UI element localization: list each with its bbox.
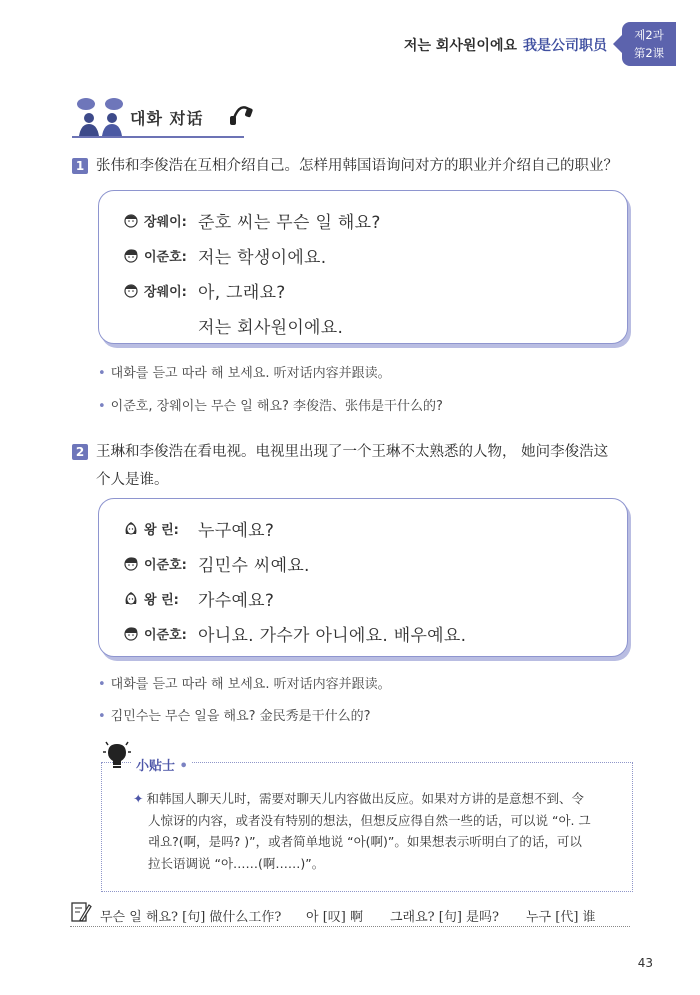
dialog-line <box>123 515 466 541</box>
dialog-line <box>123 277 381 303</box>
utterance: 가수예요? <box>198 590 275 611</box>
dialog-line <box>123 550 466 576</box>
speaker-name: 이준호: <box>144 249 187 265</box>
bullet-text: 대화를 듣고 따라 해 보세요. 听对话内容并跟读。 <box>110 677 391 692</box>
speaker-name: 장웨이: <box>144 214 187 230</box>
utterance: 준호 씨는 무슨 일 해요? <box>198 212 381 233</box>
utterance: 누구예요? <box>198 520 275 541</box>
lesson-title-zh: 我是公司职员 <box>523 38 607 54</box>
question-number-2: 2 <box>72 444 88 460</box>
tip-line: 人惊讶的内容，或者没有特别的想法，但想反应得自然一些的话，可以说 “아. 그 <box>148 812 591 828</box>
instruction-bullet: • 대화를 듣고 따라 해 보세요. 听对话内容并跟读。 <box>98 366 391 381</box>
man-face-icon <box>123 282 139 298</box>
instruction-bullet: • 이준호, 장웨이는 무슨 일 해요? 李俊浩、张伟是干什么的? <box>98 399 443 414</box>
vocab-item: 누구 [代] 谁 <box>526 910 596 925</box>
dialog-1 <box>123 207 381 338</box>
dialog-2 <box>123 515 466 646</box>
lesson-tab <box>622 22 676 66</box>
tip-line: 拉长语调说 “아……(啊……)”。 <box>148 855 325 871</box>
question-1-text: 张伟和李俊浩在互相介绍自己。怎样用韩国语询问对方的职业并介绍自己的职业？ <box>96 158 618 174</box>
question-2-text-line2: 个人是谁。 <box>96 472 169 488</box>
tip-line <box>133 788 611 810</box>
instruction-bullet: • 대화를 듣고 따라 해 보세요. 听对话内容并跟读。 <box>98 677 391 692</box>
note-pencil-icon <box>70 900 92 924</box>
instruction-bullet: • 김민수는 무슨 일을 해요? 金民秀是干什么的? <box>98 709 371 724</box>
vocab-divider <box>70 926 630 927</box>
bullet-text: 이준호, 장웨이는 무슨 일 해요? 李俊浩、张伟是干什么的? <box>110 399 443 414</box>
utterance: 김민수 씨예요. <box>198 555 310 576</box>
lesson-tab-zh: 第2课 <box>633 46 665 60</box>
woman-face-icon <box>123 590 139 606</box>
boy-face-icon <box>123 247 139 263</box>
tip-line: 래요?(啊，是吗? )”，或者简单地说 “아(啊)”。如果想表示听明白了的话，可以 <box>148 834 582 849</box>
dialog-line <box>123 312 381 338</box>
question-2-text-line1: 王琳和李俊浩在看电视。电视里出现了一个王琳不太熟悉的人物， 她问李俊浩这 <box>96 444 609 460</box>
speaker-name: 왕 린: <box>144 592 179 608</box>
question-number-1: 1 <box>72 158 88 174</box>
vocab-item: 그래요? [句] 是吗? <box>390 910 500 925</box>
utterance: 아니요. 가수가 아니에요. 배우예요. <box>198 625 467 646</box>
utterance: 저는 학생이에요. <box>198 247 327 268</box>
bullet-text: 대화를 듣고 따라 해 보세요. 听对话内容并跟读。 <box>110 366 391 381</box>
lightbulb-icon <box>100 738 134 772</box>
vocab-item: 아 [叹] 啊 <box>306 910 363 925</box>
lesson-title-ko: 저는 회사원이에요 <box>403 38 517 54</box>
dialog-box-2 <box>98 498 628 657</box>
tip-line-text: 和韩国人聊天儿时，需要对聊天儿内容做出反应。如果对方讲的是意想不到、令 <box>146 791 584 806</box>
lesson-tab-ko: 제2과 <box>634 28 664 42</box>
speaker-name: 이준호: <box>144 557 187 573</box>
utterance: 아, 그래요? <box>198 282 286 303</box>
vocab-item: 무슨 일 해요? [句] 做什么工作? <box>100 910 282 925</box>
boy-face-icon <box>123 555 139 571</box>
utterance: 저는 회사원이에요. <box>198 317 344 338</box>
tip-title-text: 小贴士 <box>136 759 176 774</box>
star-icon: ✦ <box>133 791 144 806</box>
dialog-line <box>123 242 381 268</box>
speaker-name: 장웨이: <box>144 284 187 300</box>
dialog-line <box>123 585 466 611</box>
woman-face-icon <box>123 520 139 536</box>
bullet-text: 김민수는 무슨 일을 해요? 金民秀是干什么的? <box>110 709 371 724</box>
dialog-line <box>123 620 466 646</box>
tip-text <box>133 788 611 874</box>
tip-title: 小贴士 • <box>132 755 192 774</box>
dialog-line <box>123 207 381 233</box>
section-underline <box>72 136 244 138</box>
man-face-icon <box>123 212 139 228</box>
boy-face-icon <box>123 625 139 641</box>
speaker-name: 이준호: <box>144 627 187 643</box>
page-number: 43 <box>637 956 653 970</box>
dialog-box-1 <box>98 190 628 344</box>
section-title: 대화 对话 <box>130 109 204 128</box>
lesson-title <box>404 35 607 55</box>
speaker-name: 왕 린: <box>144 522 179 538</box>
